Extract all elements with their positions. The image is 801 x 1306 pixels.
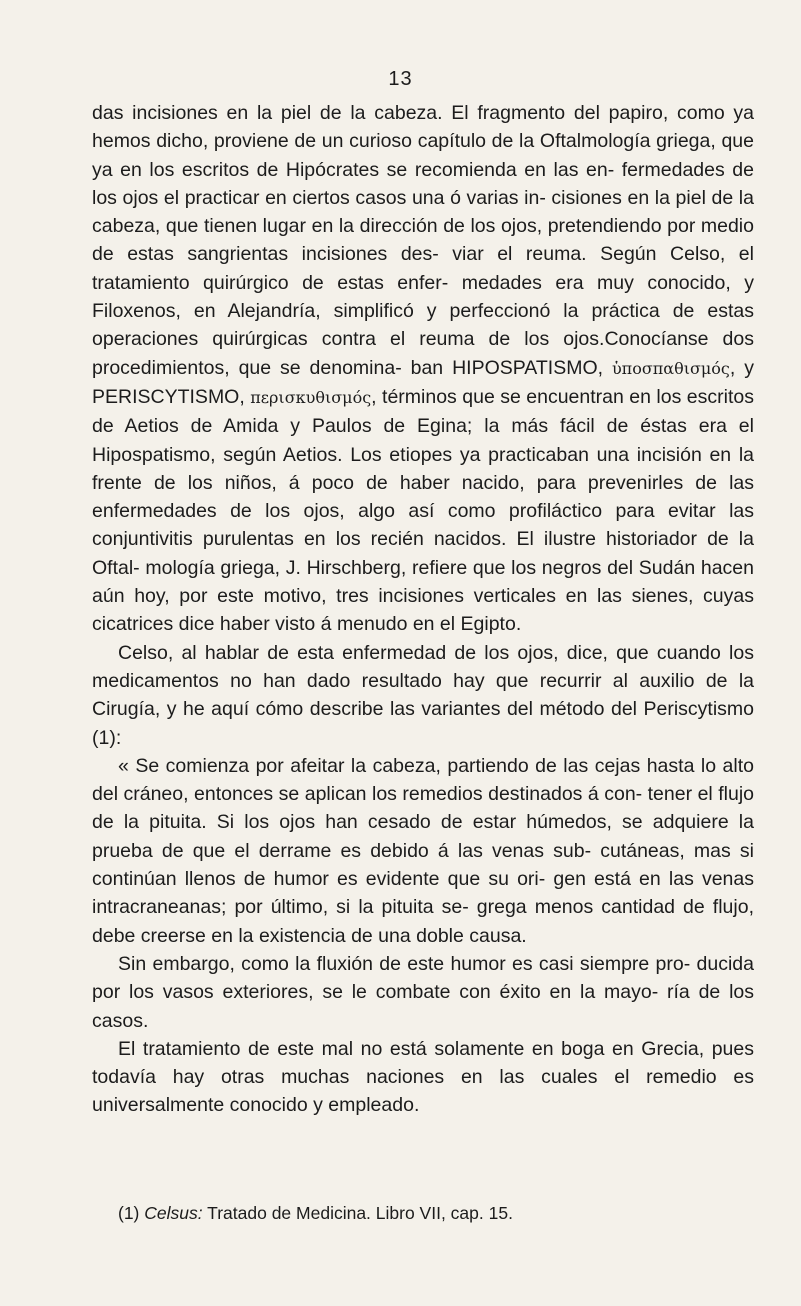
- footnote: [118, 1201, 758, 1225]
- paragraph-3-quote: « Se comienza por afeitar la cabeza, partiendo de las cejas hasta lo alto del cráneo, entonces se aplican los remedios destinados á con- tener el flujo de la pituita. Si los ojos han cesado de estar húmedos, se adquiere la prueba de que el derrame es debido á las venas sub- cutáneas, mas si continúan llenos de humor es evidente que su ori- gen está en las venas intracraneanas; por último, si la pituita se- grega menos cantidad de flujo, debe creerse en la existencia de una doble causa.: [92, 754, 754, 947]
- paragraph-5: El tratamiento de este mal no está solamente en boga en Grecia, pues todavía hay otras muchas naciones en las cuales el remedio es universalmente conocido y empleado.: [92, 1037, 754, 1117]
- greek-term-hypospathismos: ὑποσπαθισμός: [611, 358, 730, 378]
- footnote-text: Tratado de Medicina. Libro VII, cap. 15.: [207, 1203, 513, 1223]
- paragraph-2: Celso, al hablar de esta enfermedad de los ojos, dice, que cuando los medicamentos no han dado resultado hay que recurrir al auxilio de la Cirugía, y he aquí cómo describe las variantes del método del Periscytismo (1):: [92, 641, 754, 749]
- footnote-author: Celsus:: [144, 1203, 203, 1223]
- footnote-marker: (1): [118, 1203, 140, 1223]
- paragraph-4: Sin embargo, como la fluxión de este humor es casi siempre pro- ducida por los vasos exteriores, se le combate con éxito en la mayo- ría de los casos.: [92, 952, 754, 1032]
- paragraph-1-text: das incisiones en la piel de la cabeza. El fragmento del papiro, como ya hemos dicho, proviene de un curioso capítulo de la Oftalmología griega, que ya en los escritos de Hipócrates se recomienda en las en- fermedades de los ojos el practicar en ciertos casos una ó varias in- cisiones en la piel de la cabeza, que tienen lugar en la dirección de los ojos, pretendiendo por medio de estas sangrientas incisiones des- viar el reuma. Según Celso, el tratamiento quirúrgico de estas enfer- medades era muy conocido, y Filoxenos, en Alejandría, simplificó y perfeccionó la práctica de estas operaciones quirúrgicas contra el reuma de los ojos.Conocíanse dos procedimientos, que se denomina- ban HIPOSPATISMO,: [92, 102, 754, 379]
- greek-term-periskythismos: περισκυθισμός: [250, 387, 372, 407]
- body-text: [92, 99, 754, 1120]
- page-number: 13: [388, 68, 413, 90]
- paragraph-1-mid: , y PERISCYTISMO,: [92, 356, 754, 408]
- paragraph-1: [92, 99, 754, 639]
- paragraph-1-rest: , términos que se encuentran en los escritos de Aetios de Amida y Paulos de Egina; la más fácil de éstas era el Hipospatismo, según Aetios. Los etiopes ya practicaban una incisión en la frente de los niños, á poco de haber nacido, para prevenirles de las enfermedades de los ojos, algo así como profiláctico para evitar las conjuntivitis purulentas en los recién nacidos. El ilustre historiador de la Oftal- mología griega, J. Hirschberg, refiere que los negros del Sudán hacen aún hoy, por este motivo, tres incisiones verticales en las sienes, cuyas cicatrices dice haber visto á menudo en el Egipto.: [92, 385, 754, 636]
